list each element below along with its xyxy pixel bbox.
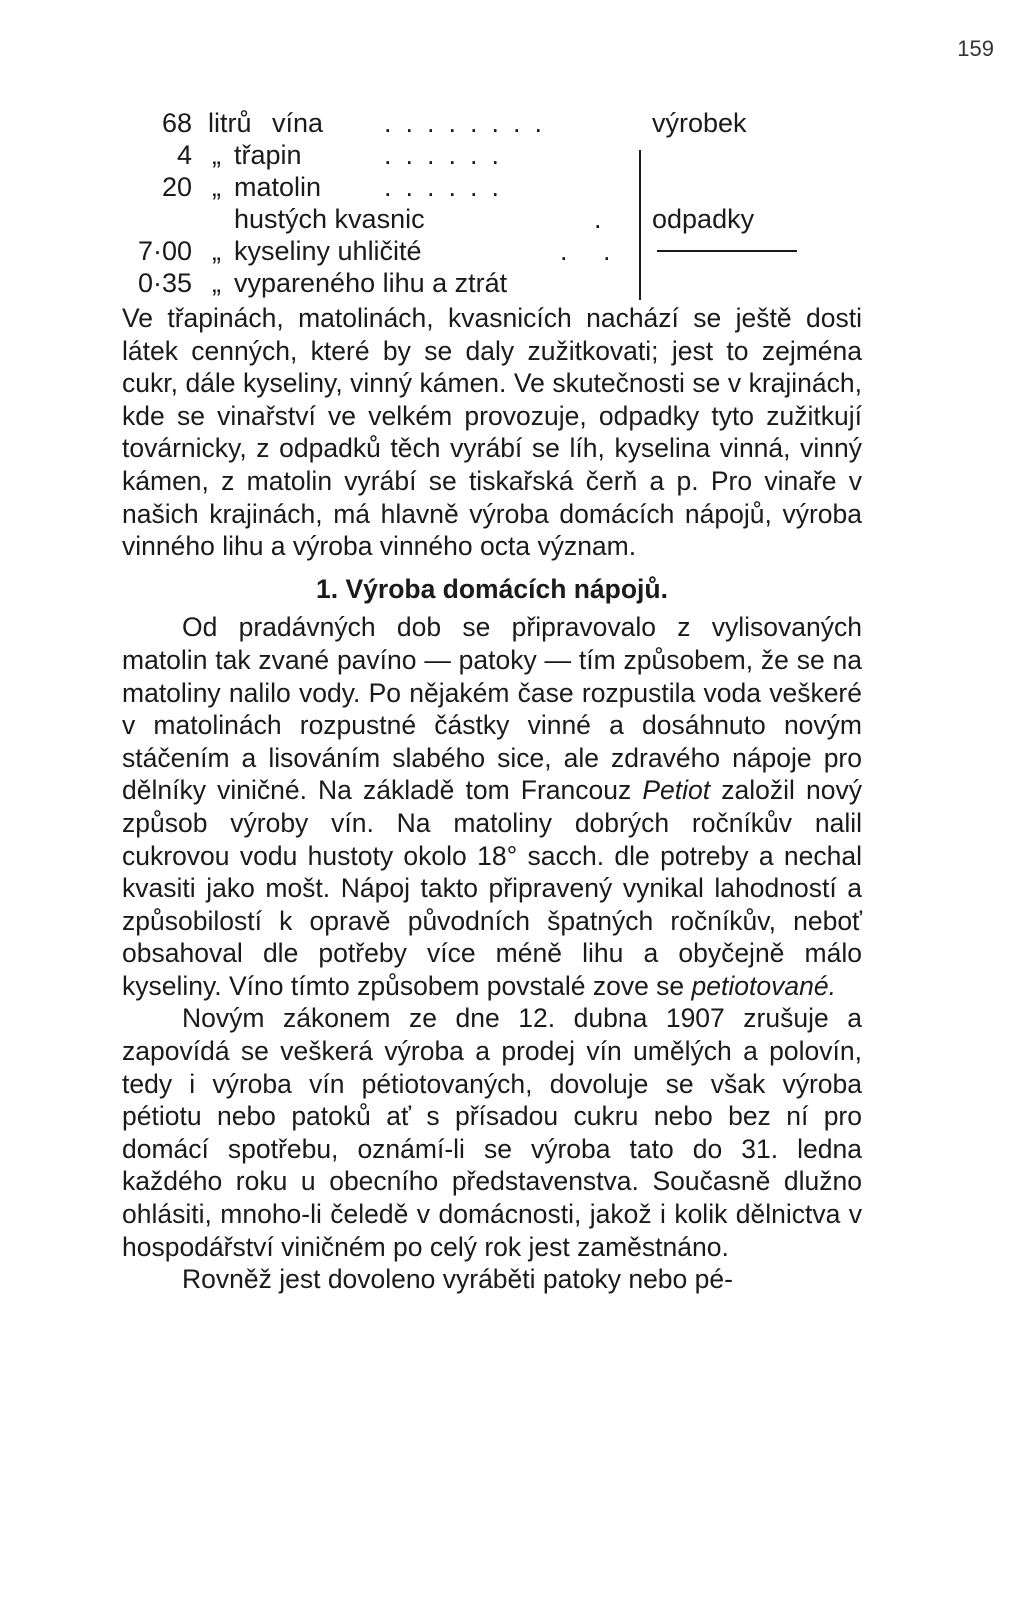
leader-dots: . .	[560, 236, 625, 266]
leader-dots: ......	[384, 140, 514, 170]
item-name: hustých kvasnic	[234, 204, 425, 234]
paragraph: Rovněž jest dovoleno vyráběti patoky nebo pé-	[182, 1264, 733, 1295]
underline-rule	[657, 250, 797, 252]
body-text	[122, 302, 862, 1296]
ditto-mark: „	[212, 140, 221, 170]
quantity: 68	[161, 108, 192, 138]
section-heading: 1. Výroba domácích nápojů.	[316, 573, 668, 604]
leader-dots: .	[594, 204, 616, 234]
bracket-line	[639, 150, 641, 300]
quantity: 7·00	[137, 236, 192, 266]
unit: litrů	[208, 108, 252, 138]
paragraph	[122, 611, 862, 1002]
ditto-mark: „	[212, 172, 221, 202]
quantity: 20	[161, 172, 192, 202]
paragraph-text: založil nový způsob výroby vín. Na matoliny dobrých ročníkův nalil cukrovou vodu hustoty okolo 18° sacch. dle potreby a nechal kvasiti jako mošt. Nápoj takto připravený vynikal lahodností a způsobilostí k opravě původních špatných ročníkův, neboť obsahoval dle potřeby více méně lihu a obyčejně málo kyseliny. Víno tímto způsobem povstalé zove se	[122, 775, 862, 1001]
paragraph: Ve třapinách, matolinách, kvasnicích nachází se ještě dosti látek cenných, které by se daly zužitkovati; jest to zejména cukr, dále kyseliny, vinný kámen. Ve skutečnosti se v krajinách, kde se vinařství ve velkém provozuje, odpadky tyto zužitkují továrnicky, z odpadků těch vyrábí se líh, kyselina vinná, vinný kámen, z matolin vyrábí se tiskařská čerň a p. Pro vinaře v našich krajinách, má hlavně výroba domácích nápojů, výroba vinného lihu a výroba vinného octa význam.	[122, 303, 862, 562]
leader-dots: ........	[384, 108, 557, 138]
quantity: 4	[176, 140, 192, 170]
item-name: kyseliny uhličité	[234, 236, 422, 266]
item-name: vína	[272, 108, 324, 138]
item-name: třapin	[234, 140, 302, 170]
product-label: výrobek	[652, 108, 747, 138]
item-name: matolin	[234, 172, 322, 202]
paragraph-text: Od pradávných dob se připravovalo z vylisovaných matolin tak zvané pavíno — patoky — tím způsobem, že se na matoliny nalilo vody. Po nějakém čase rozpustila voda veškeré v matolinách rozpustné částky vinné a dosáhnuto novým stáčením a lisováním slabého sice, ale zdravého nápoje pro dělníky viničné. Na základě tom Francouz	[122, 612, 862, 806]
term: petiotované.	[691, 970, 836, 1001]
paragraph: Novým zákonem ze dne 12. dubna 1907 zrušuje a zapovídá se veškerá výroba a prodej vín umělých a polovín, tedy i výroba vín pétiotovaných, dovoluje se však výroba pétiotu nebo patoků ať s přísadou cukru nebo bez ní pro domácí spotřebu, oznámí-li se výroba tato do 31. ledna každého roku u obecního představenstva. Současně dlužno ohlásiti, mnoho-li čeledě v domácnosti, jakož i kolik dělnictva v hospodářství viničném po celý rok jest zaměstnáno.	[122, 1003, 862, 1262]
ditto-mark: „	[212, 268, 221, 298]
person-name: Petiot	[642, 775, 711, 806]
leader-dots: ......	[384, 172, 514, 202]
waste-label: odpadky	[652, 204, 755, 234]
page-number: 159	[957, 36, 994, 61]
quantity: 0·35	[137, 268, 192, 298]
item-name: vypareného lihu a ztrát	[234, 268, 508, 298]
ditto-mark: „	[212, 236, 221, 266]
